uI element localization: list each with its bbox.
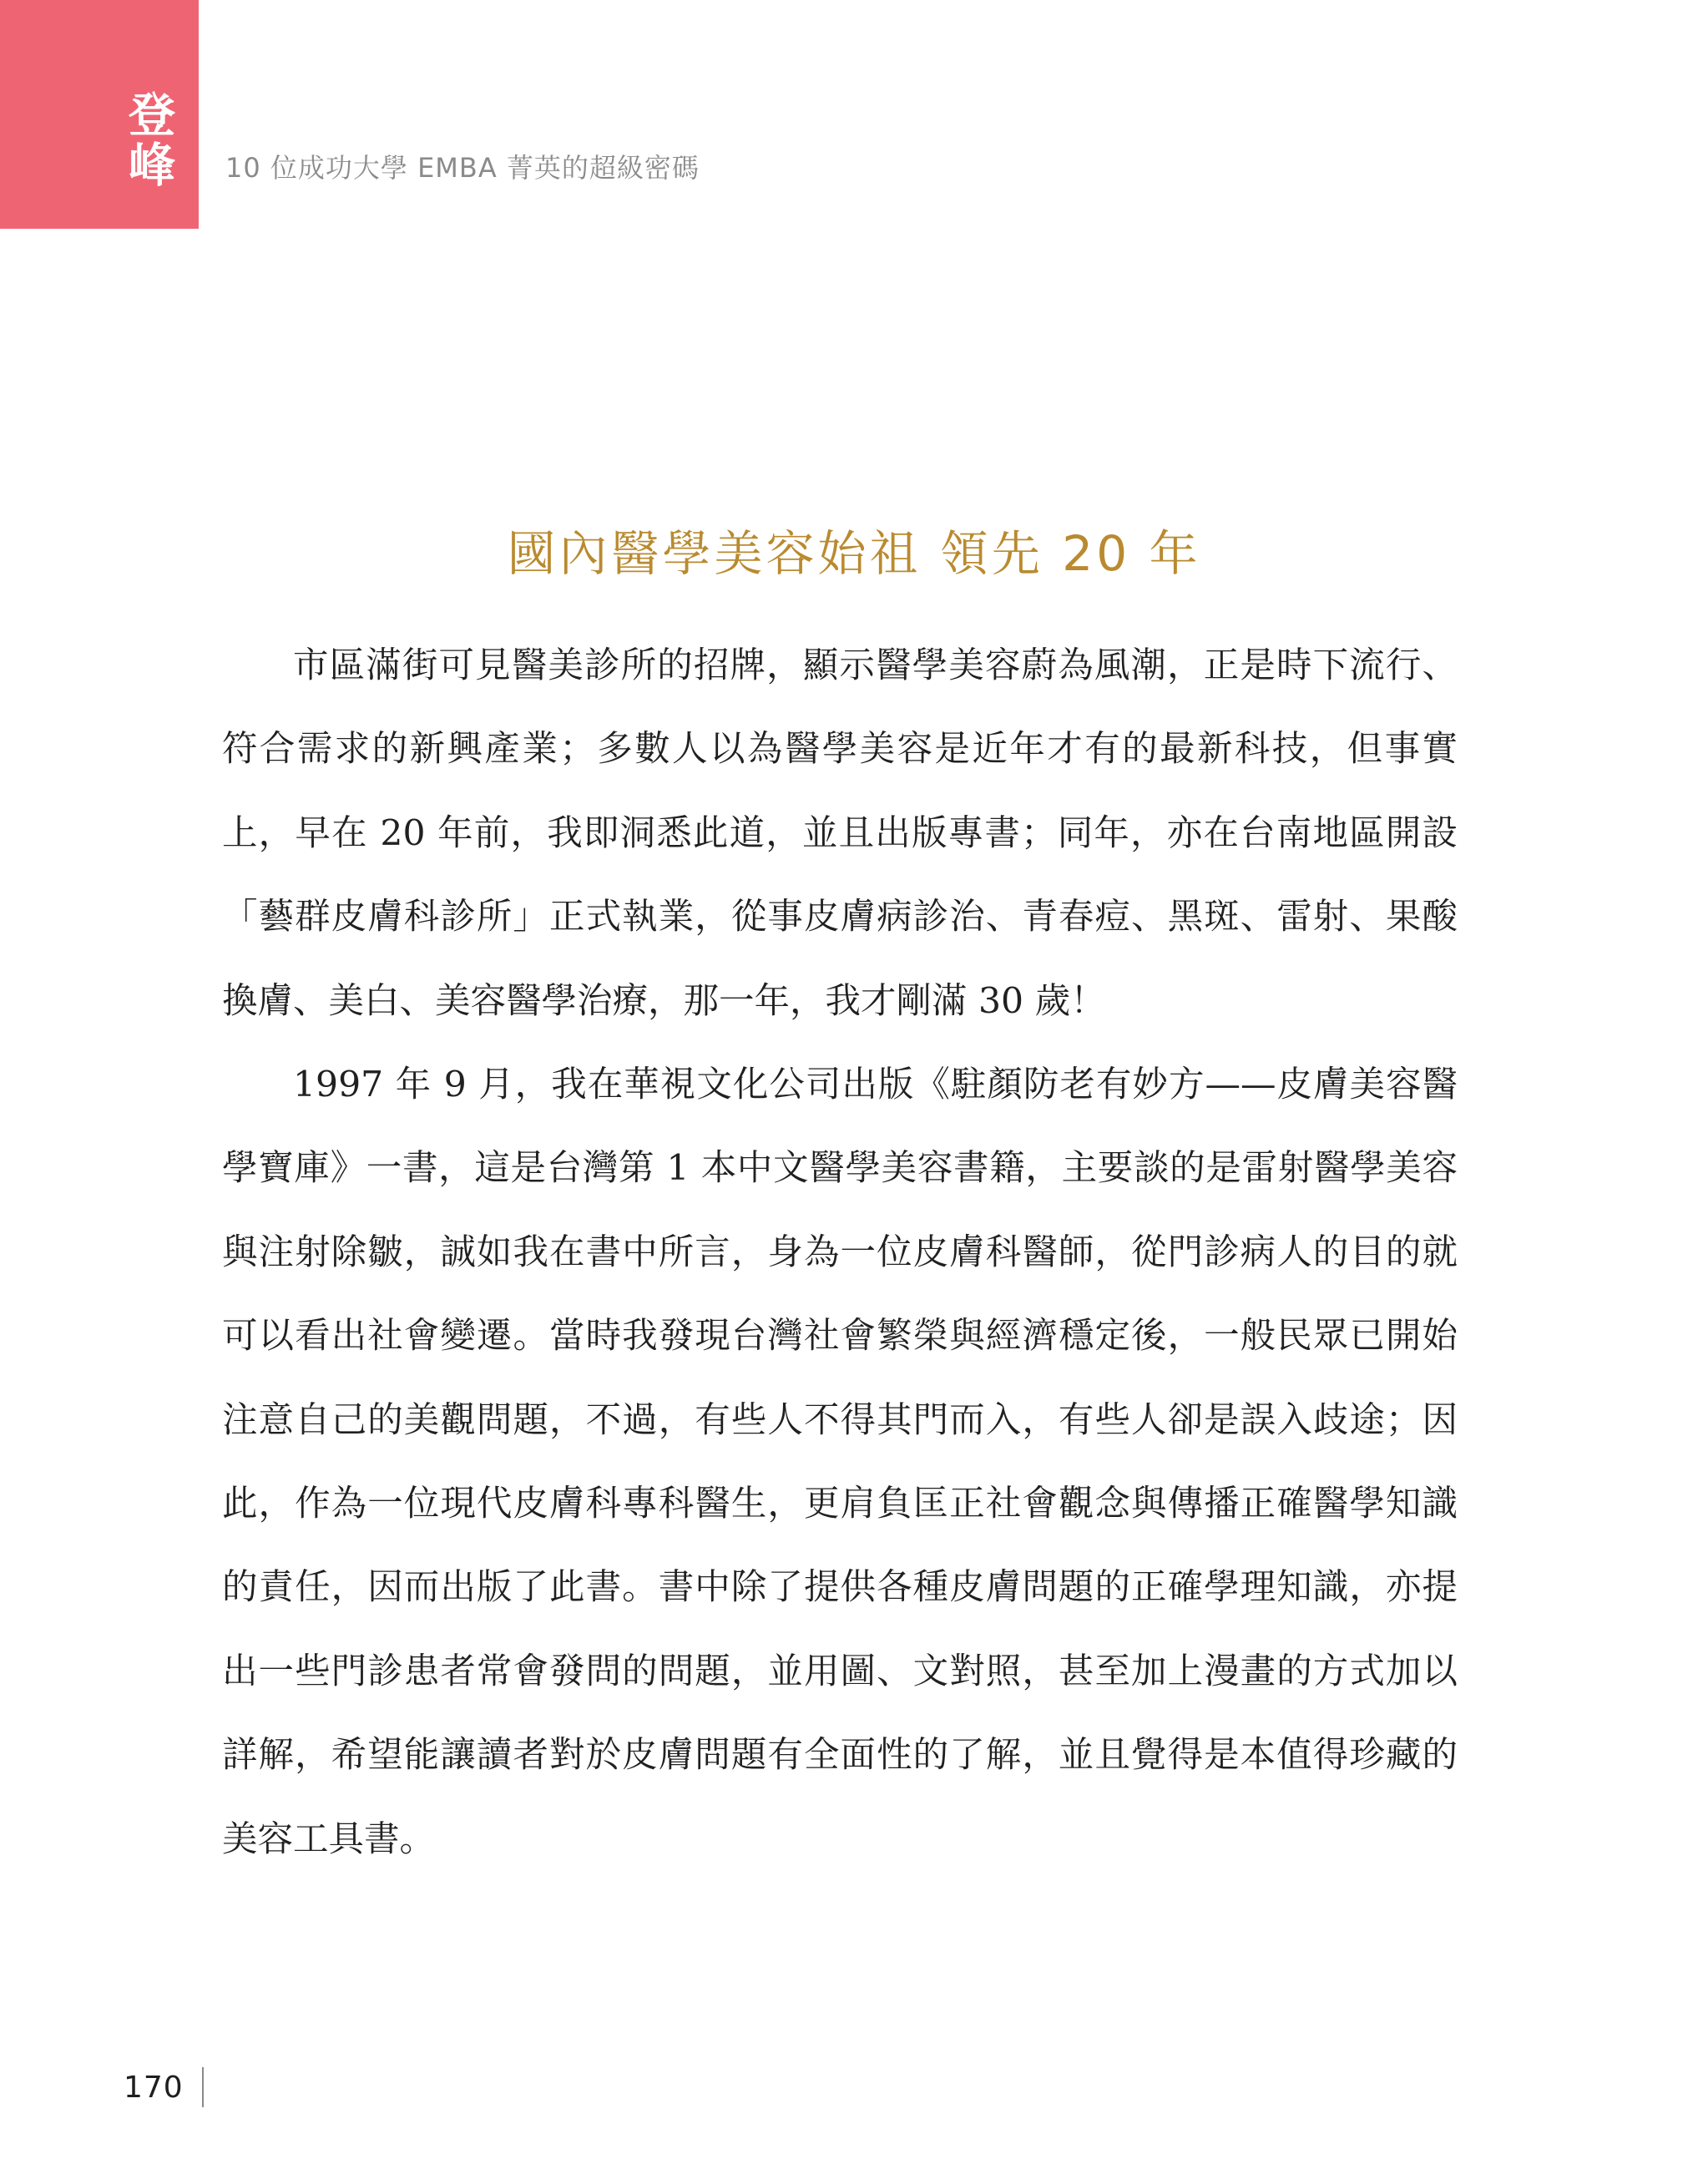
page-footer <box>124 2064 204 2111</box>
corner-accent-block <box>0 0 199 229</box>
paragraph-1: 市區滿街可見醫美診所的招牌，顯示醫學美容蔚為風潮，正是時下流行、符合需求的新興產業；多數人以為醫學美容是近年才有的最新科技，但事實上，早在 20 年前，我即洞悉此道，並且出版專書；同年，亦在台南地區開設「藝群皮膚科診所」正式執業，從事皮膚病診治、青春痘、黑斑、雷射、果酸換膚、美白、美容醫學治療，那一年，我才剛滿 30 歲！ <box>222 645 1458 1022</box>
footer-divider <box>202 2067 204 2107</box>
paragraph-2: 1997 年 9 月，我在華視文化公司出版《駐顏防老有妙方——皮膚美容醫學寶庫》一書，這是台灣第 1 本中文醫學美容書籍，主要談的是雷射醫學美容與注射除皺，誠如我在書中所言，身為一位皮膚科醫師，從門診病人的目的就可以看出社會變遷。當時我發現台灣社會繁榮與經濟穩定後，一般民眾已開始注意自己的美觀問題，不過，有些人不得其門而入，有些人卻是誤入歧途；因此，作為一位現代皮膚科專科醫生，更肩負匡正社會觀念與傳播正確醫學知識的責任，因而出版了此書。書中除了提供各種皮膚問題的正確學理知識，亦提出一些門診患者常會發問的問題，並用圖、文對照，甚至加上漫畫的方式加以詳解，希望能讓讀者對於皮膚問題有全面性的了解，並且覺得是本值得珍藏的美容工具書。 <box>222 1064 1458 1860</box>
running-head: 10 位成功大學 EMBA 菁英的超級密碼 <box>225 152 700 184</box>
page-number: 170 <box>124 2070 184 2105</box>
book-logo: 登峰 <box>121 90 176 190</box>
section-title: 國內醫學美容始祖 領先 20 年 <box>507 525 1201 582</box>
body-text <box>222 624 1458 1882</box>
